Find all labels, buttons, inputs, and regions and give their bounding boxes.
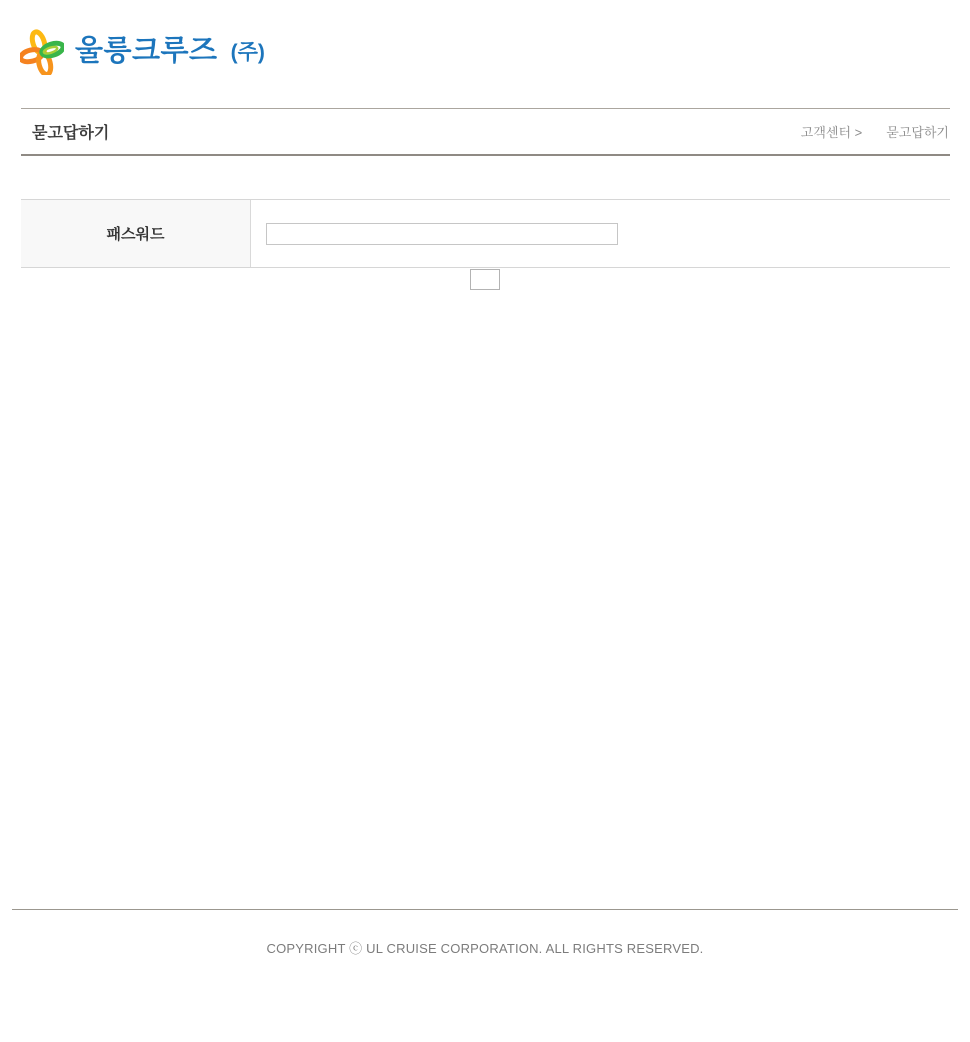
password-label: 패스워드 bbox=[21, 200, 251, 267]
footer bbox=[12, 909, 958, 957]
breadcrumb-parent[interactable]: 고객센터 > bbox=[800, 125, 863, 140]
page-title: 묻고답하기 bbox=[32, 125, 110, 142]
submit-button[interactable] bbox=[470, 269, 500, 290]
password-form-table bbox=[21, 199, 950, 268]
password-cell bbox=[251, 200, 950, 267]
breadcrumb-current[interactable]: 묻고답하기 bbox=[886, 125, 949, 140]
title-bar bbox=[21, 108, 950, 156]
pinwheel-flower-icon bbox=[20, 28, 64, 75]
brand-suffix: (주) bbox=[230, 40, 265, 64]
copyright-text: COPYRIGHT ⓒ UL CRUISE CORPORATION. ALL RIGHTS RESERVED. bbox=[266, 941, 704, 956]
password-input[interactable] bbox=[266, 223, 618, 245]
breadcrumb bbox=[801, 122, 949, 141]
brand-name: 울릉크루즈 bbox=[75, 35, 218, 67]
site-logo[interactable] bbox=[20, 28, 265, 75]
